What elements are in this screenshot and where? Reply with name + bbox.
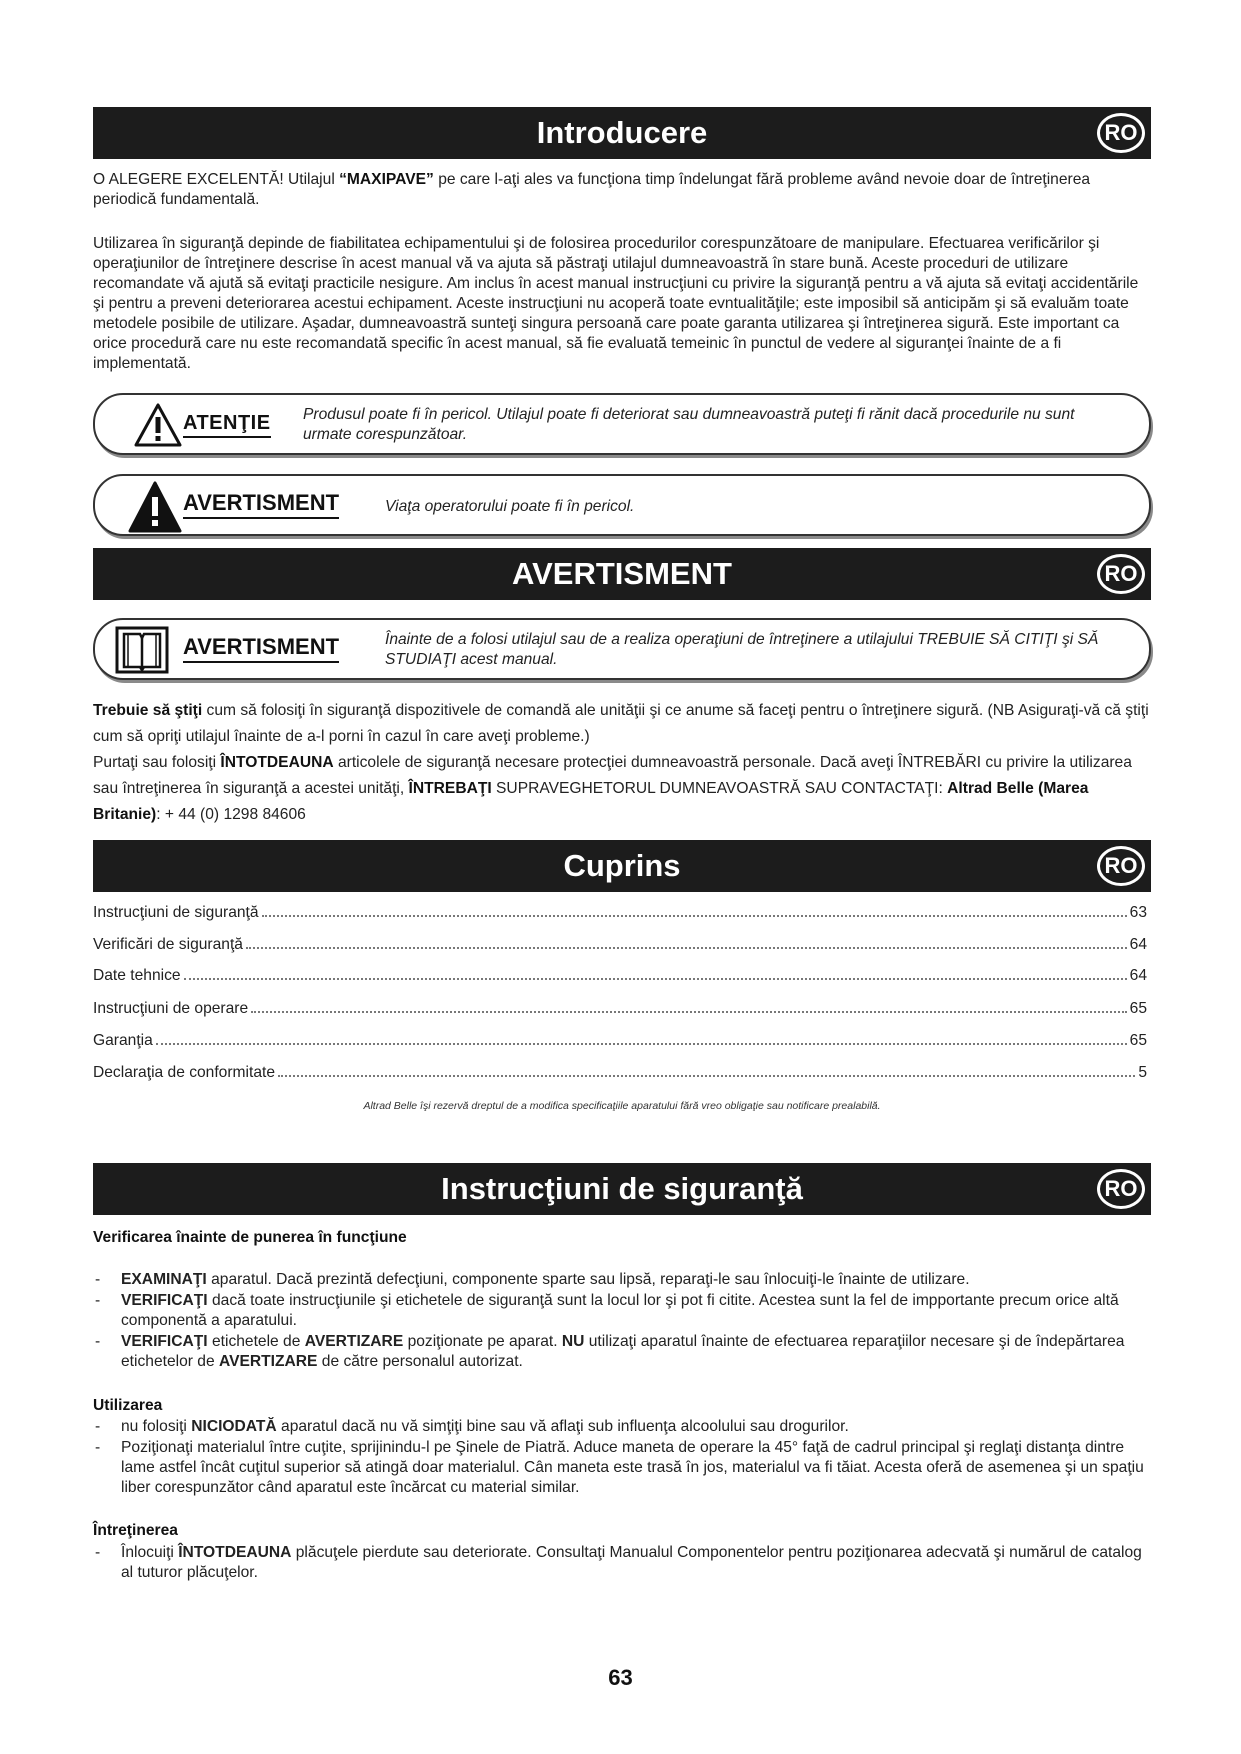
warning-text: Viaţa operatorului poate fi în pericol. — [385, 498, 635, 515]
warning-header-bar — [93, 548, 1151, 600]
warning-paragraph-1: Trebuie să ştiţi cum să folosiţi în siguranţă dispozitivele de comandă ale unităţii şi ce anume să faceţi pentru o întreţinere sigură. (NB Asiguraţi-vă că ştiţi cum să opriţi utilajul înainte de a-l porni în cazul în care aveţi probleme.) — [93, 702, 1149, 745]
list-item: - VERIFICAŢI dacă toate instrucţiunile şi etichetele de siguranţă sunt la locul lor şi pot fi citite. Acestea sunt la fel de impportante precum orice altă componentă a aparatului. — [95, 1292, 1119, 1329]
list-item: - nu folosiţi NICIODATĂ aparatul dacă nu vă simţiţi bine sau vă aflaţi sub influenţa alcoolului sau drogurilor. — [95, 1418, 849, 1435]
warning-section-title: AVERTISMENT — [512, 556, 732, 591]
warning-triangle-icon — [127, 480, 183, 534]
safety-title: Instrucţiuni de siguranţă — [441, 1171, 803, 1206]
manual-callout — [93, 618, 1151, 680]
toc-entry[interactable]: Garanţia 65 — [93, 1032, 1147, 1049]
check-list — [93, 1270, 1149, 1373]
toc-entry[interactable]: Declaraţia de conformitate 5 — [93, 1064, 1147, 1081]
list-item: - VERIFICAŢI etichetele de AVERTIZARE poziţionate pe aparat. NU utilizaţi aparatul înainte de efectuarea reparaţiilor necesare şi de îndepărtarea etichetelor de AVERTIZARE de către personalul autorizat. — [95, 1333, 1125, 1370]
ro-language-badge: RO — [1097, 113, 1145, 153]
contents-title: Cuprins — [563, 848, 681, 883]
intro-paragraph-1: O ALEGERE EXCELENTĂ! Utilajul “MAXIPAVE” pe care l-aţi ales va funcţiona timp îndelungat fără probleme având nevoie doar de întreţinerea periodică fundamentală. — [93, 171, 1091, 208]
list-item: - EXAMINAŢI aparatul. Dacă prezintă defecţiuni, componente sparte sau lipsă, reparaţi-le sau înlocuiţi-le înainte de utilizare. — [95, 1271, 970, 1288]
section-heading-maintenance: Întreţinerea — [93, 1522, 178, 1539]
warning-callout — [93, 474, 1151, 536]
disclaimer: Altrad Belle îşi rezervă dreptul de a modifica specificaţiile aparatului fără vreo obligaţie sau notificare prealabilă. — [363, 1100, 881, 1112]
use-list — [93, 1417, 1149, 1499]
manual-label: AVERTISMENT — [183, 634, 339, 663]
caution-label: ATENŢIE — [183, 412, 271, 438]
caution-triangle-icon — [133, 402, 183, 448]
section-heading-check: Verificarea înainte de punerea în funcţiune — [93, 1229, 407, 1246]
manual-book-icon — [115, 626, 169, 674]
safety-header-bar — [93, 1163, 1151, 1215]
ro-language-badge: RO — [1097, 554, 1145, 594]
ro-language-badge: RO — [1097, 846, 1145, 886]
section-heading-use: Utilizarea — [93, 1397, 163, 1414]
maintenance-list — [93, 1543, 1149, 1584]
contents-header-bar — [93, 840, 1151, 892]
toc-entry[interactable]: Date tehnice 64 — [93, 967, 1147, 984]
toc-entry[interactable]: Instrucţiuni de operare 65 — [93, 1000, 1147, 1017]
warning-paragraph-2: Purtaţi sau folosiţi ÎNTOTDEAUNA articolele de siguranţă necesare protecţiei dumneavoastră personale. Dacă aveţi ÎNTREBĂRI cu privire la utilizarea sau întreţinerea în siguranţă a acestei unităţi, ÎNTREBAŢI SUPRAVEGHETORUL DUMNEAVOASTRĂ SAU CONTACTAŢI: Altrad Belle (Marea Britanie): + 44 (0) 1298 84606 — [93, 754, 1132, 823]
list-item: - Poziţionaţi materialul între cuţite, sprijinindu-l pe Şinele de Piatră. Aduce maneta de operare la 45° faţă de cadrul principal şi reglaţi distanţa dintre lame astfel încât cuţitul superior să atingă doar materialul. Cân maneta este trasă în jos, materialul va fi tăiat. Acesta oferă de asemenea şi un spaţiu liber corespunzător când aparatul este încărcat cu material similar. — [95, 1439, 1144, 1496]
list-item: - Înlocuiţi ÎNTOTDEAUNA plăcuţele pierdute sau deteriorate. Consultaţi Manualul Componentelor pentru poziţionarea adecvată şi numărul de catalog al tuturor plăcuţelor. — [95, 1544, 1142, 1581]
intro-paragraph-2: Utilizarea în siguranţă depinde de fiabilitatea echipamentului şi de folosirea procedurilor corespunzătoare de manipulare. Efectuarea verificărilor şi operaţiunilor de întreţinere descrise în acest manual vă va ajuta să păstraţi utilajul dumneavoastră în stare bună. Aceste proceduri de utilizare recomandate vă ajută să evitaţi practicile nesigure. Am inclus în acest manual instrucţiuni cu privire la siguranţă pentru a vă ajuta să evitaţi accidentările şi pentru a preveni deteriorarea acestui echipament. Aceste instrucţiuni nu acoperă toate evntualităţile; este imposibil să anticipăm şi să evaluăm toate metodele posibile de utilizare. Aşadar, dumneavoastră sunteţi singura persoană care poate garanta utilizarea şi întreţinerea sigură. Este important ca orice procedură care nu este recomandată specific în acest manual, să fie evaluată temeinic în punctul de vedere al siguranţei înainte de a fi implementată. — [93, 235, 1139, 372]
warning-label: AVERTISMENT — [183, 490, 339, 519]
toc-entry[interactable]: Verificări de siguranţă 64 — [93, 936, 1147, 953]
intro-title: Introducere — [536, 115, 708, 150]
intro-header-bar — [93, 107, 1151, 159]
caution-callout — [93, 393, 1151, 455]
manual-text: Înainte de a folosi utilajul sau de a realiza operaţiuni de întreţinere a utilajului TREBUIE SĂ CITIŢI şi SĂ STUDIAŢI acest manual. — [385, 631, 1099, 668]
ro-language-badge: RO — [1097, 1169, 1145, 1209]
toc-entry[interactable]: Instrucţiuni de siguranţă 63 — [93, 904, 1147, 921]
caution-text: Produsul poate fi în pericol. Utilajul poate fi deteriorat sau dumneavoastră puteţi fi rănit dacă procedurile nu sunt urmate corespunzătoar. — [303, 406, 1075, 443]
page-number: 63 — [608, 1665, 633, 1690]
